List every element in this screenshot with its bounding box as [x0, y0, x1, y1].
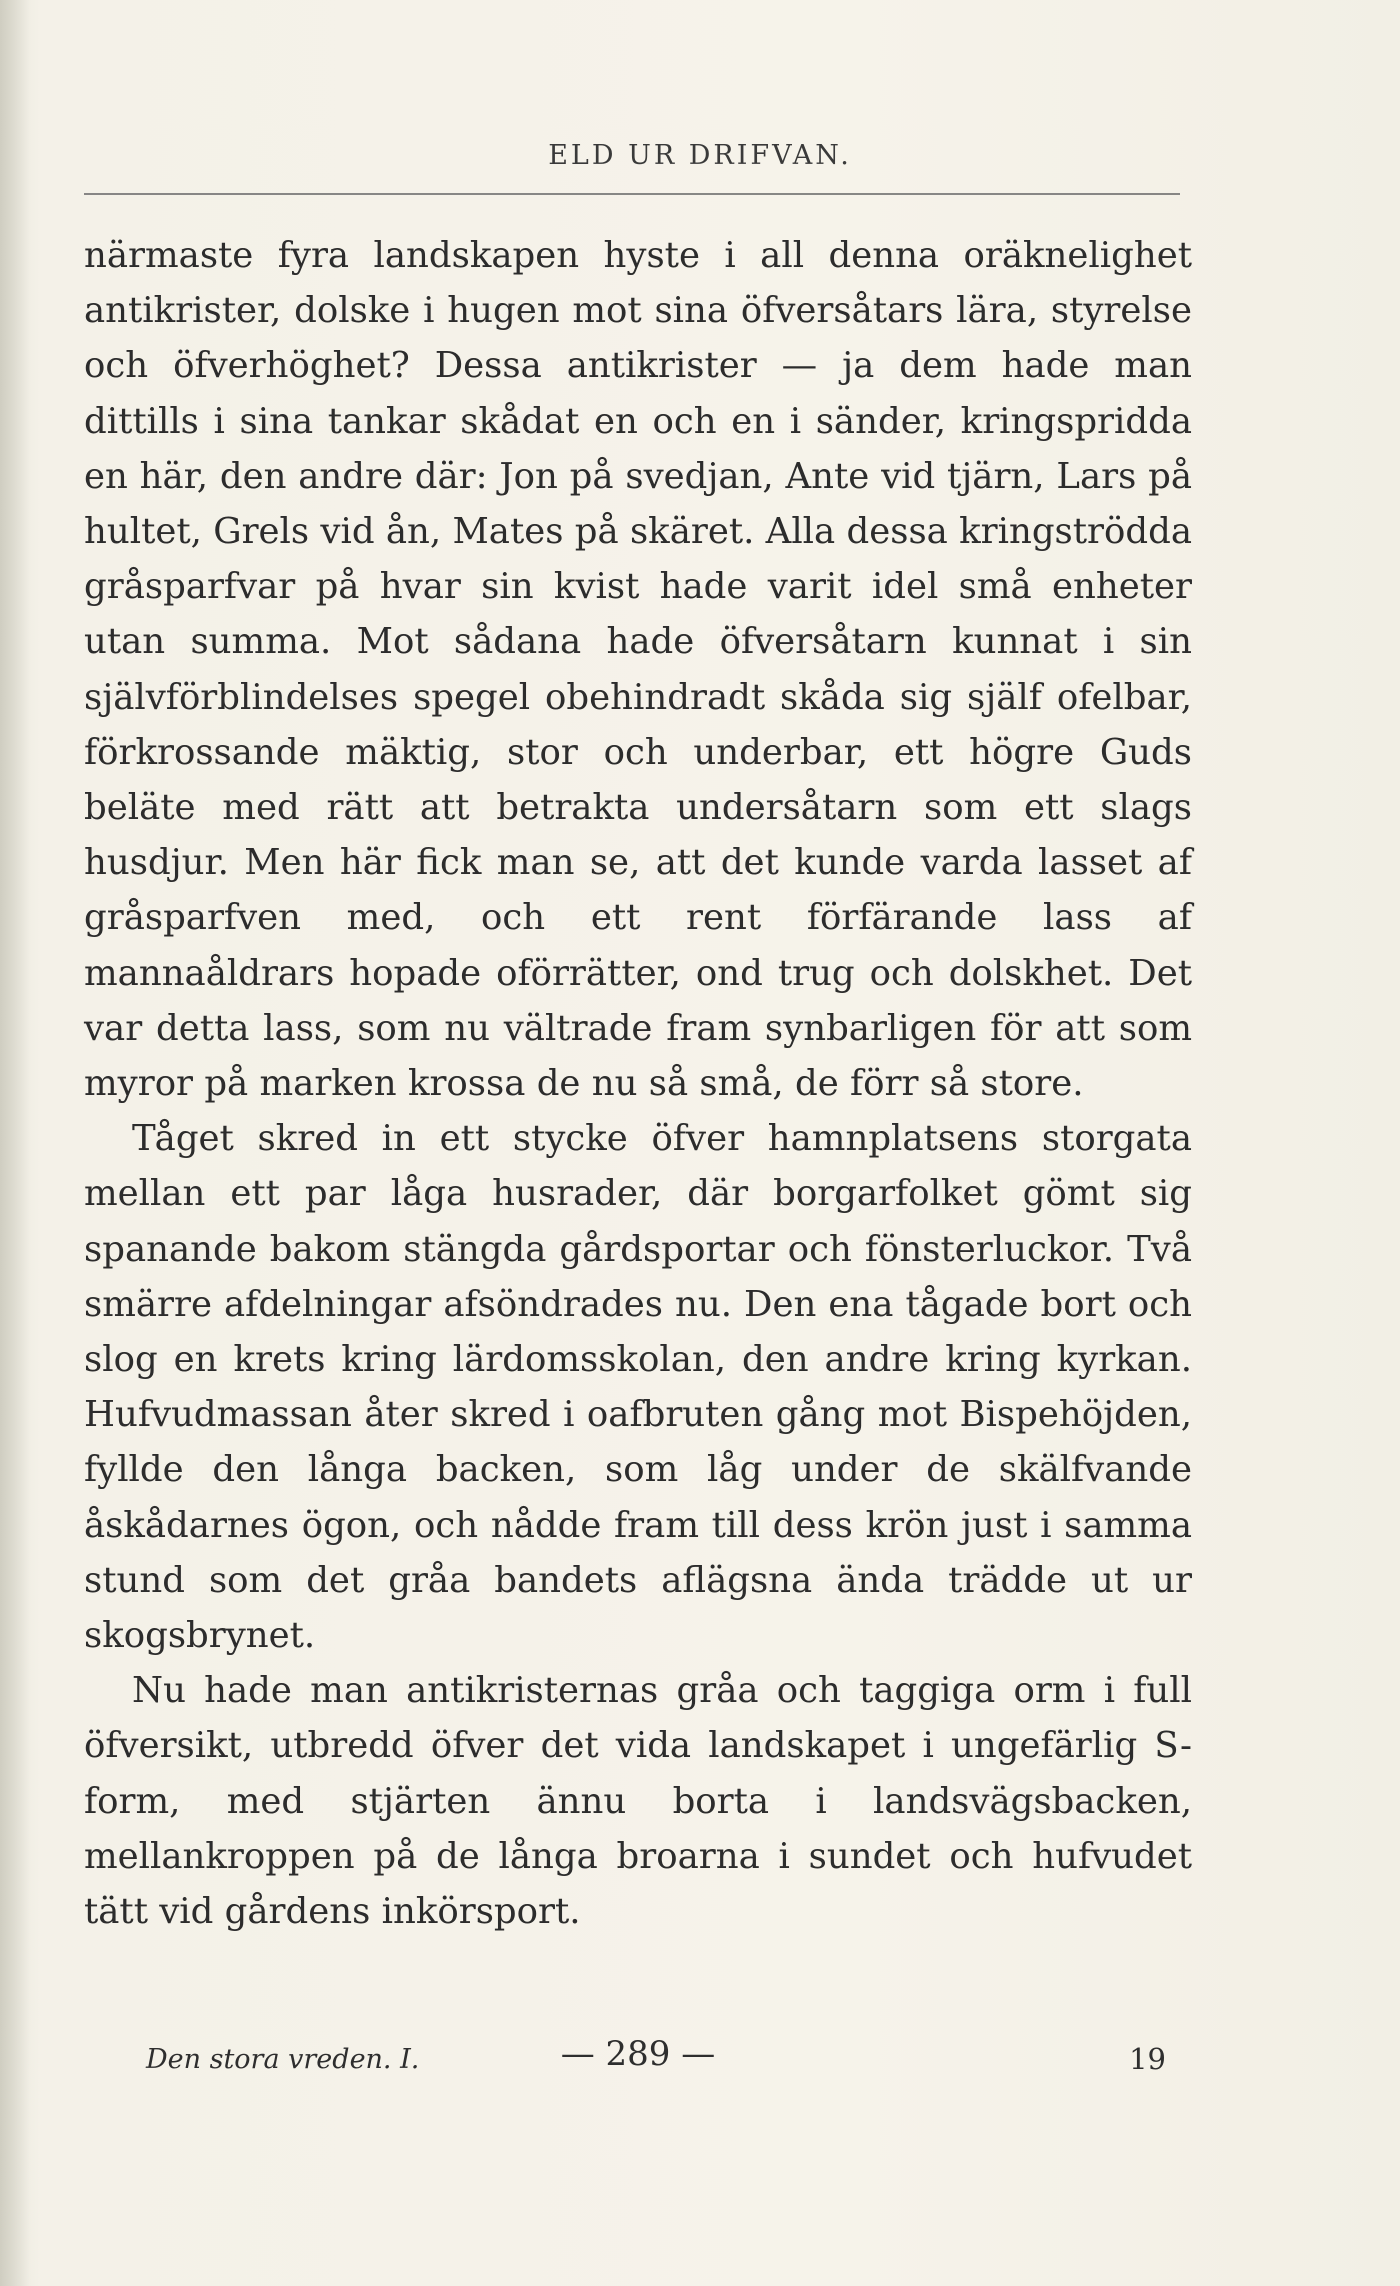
running-head: ELD UR DRIFVAN. [548, 140, 852, 171]
signature-mark: Den stora vreden. I. [146, 2044, 420, 2075]
sheet-number: 19 [1129, 2042, 1166, 2076]
body-text [84, 228, 1192, 1939]
page-number: — 289 — [560, 2034, 716, 2074]
spine-shadow [0, 0, 30, 2286]
paragraph-2: Tåget skred in ett stycke öfver hamnplatsens storgata mellan ett par låga husrader, där borgarfolket gömt sig spanande bakom stängda gårdsportar och fönsterluckor. Två smärre afdelningar afsöndrades nu. Den ena tågade bort och slog en krets kring lärdomsskolan, den andre kring kyrkan. Hufvudmassan åter skred i oafbruten gång mot Bispehöjden, fyllde den långa backen, som låg under de skälfvande åskådarnes ögon, och nådde fram till dess krön just i samma stund som det gråa bandets aflägsna ända trädde ut ur skogsbrynet. [84, 1118, 1192, 1657]
header-rule [84, 193, 1180, 196]
paragraph-3: Nu hade man antikristernas gråa och taggiga orm i full öfversikt, utbredd öfver det vida landskapet i ungefärlig S-form, med stjärten ännu borta i landsvägsbacken, mellankroppen på de långa broarna i sundet och hufvudet tätt vid gårdens inkörsport. [84, 1670, 1192, 1933]
page-footer [84, 2024, 1192, 2084]
paragraph-1: närmaste fyra landskapen hyste i all denna oräknelighet antikrister, dolske i hugen mot sina öfversåtars lära, styrelse och öfverhöghet? Dessa antikrister — ja dem hade man dittills i sina tankar skådat en och en i sänder, kringspridda en här, den andre där: Jon på svedjan, Ante vid tjärn, Lars på hultet, Grels vid ån, Mates på skäret. Alla dessa kringströdda gråsparfvar på hvar sin kvist hade varit idel små enheter utan summa. Mot sådana hade öfversåtarn kunnat i sin självförblindelses spegel obehindradt skåda sig själf ofelbar, förkrossande mäktig, stor och underbar, ett högre Guds beläte med rätt att betrakta undersåtarn som ett slags husdjur. Men här fick man se, att det kunde varda lasset af gråsparfven med, och ett rent förfärande lass af mannaåldrars hopade oförrätter, ond trug och dolskhet. Det var detta lass, som nu vältrade fram synbarligen för att som myror på marken krossa de nu så små, de förr så store. [84, 235, 1192, 1105]
